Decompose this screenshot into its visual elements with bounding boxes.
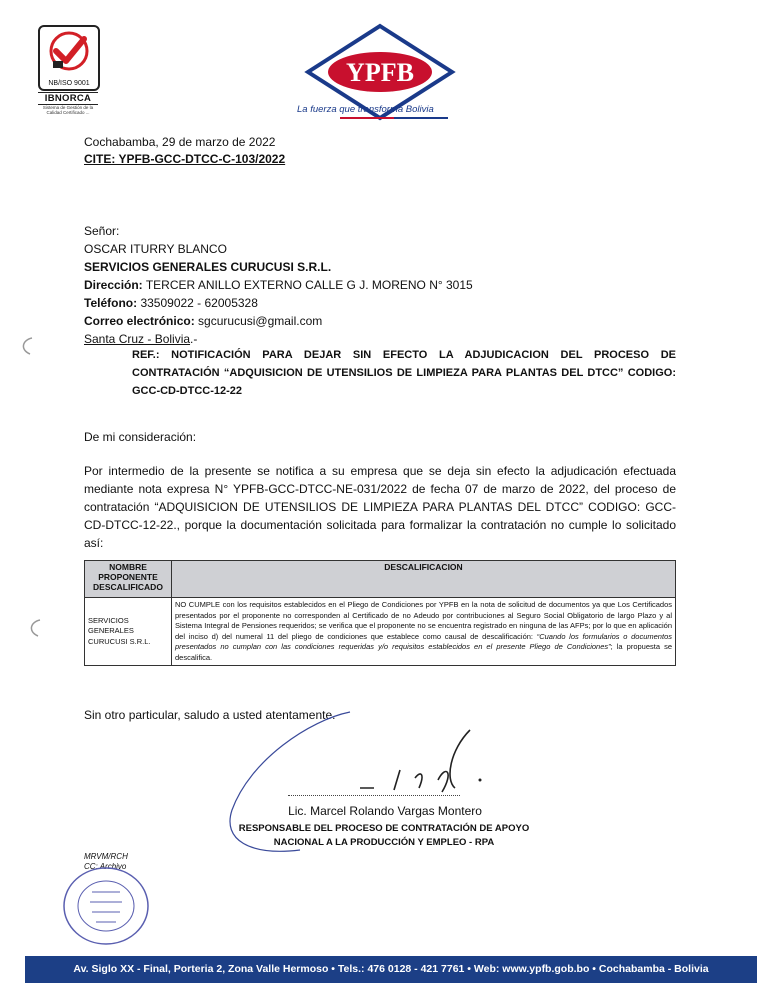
signatory-name: Lic. Marcel Rolando Vargas Montero bbox=[288, 804, 482, 818]
initials-line: MRVM/RCH bbox=[84, 852, 128, 861]
certification-logo bbox=[38, 25, 98, 115]
table-header-row bbox=[85, 561, 676, 598]
certification-code: NB/ISO 9001 bbox=[48, 80, 90, 87]
table-row bbox=[85, 598, 676, 666]
ypfb-tagline: La fuerza que transforma Bolivia bbox=[297, 104, 434, 115]
margin-mark-icon bbox=[26, 618, 42, 638]
certification-subtitle: Sistema de Gestión de la Calidad Certificado ... bbox=[42, 105, 94, 115]
footer-bar: Av. Siglo XX - Final, Porteria 2, Zona Valle Hermoso • Tels.: 476 0128 - 421 7761 • Web: www.ypfb.gob.bo • Cochabamba - Bolivia bbox=[25, 956, 757, 983]
address-label: Dirección: bbox=[84, 278, 143, 292]
city-name: Santa Cruz - Bolivia bbox=[84, 332, 191, 346]
header-bidder: NOMBRE PROPONENTE DESCALIFICADO bbox=[85, 561, 172, 598]
salutation-to: Señor: bbox=[84, 224, 120, 238]
reason-quote: “Cuando los formularios o documentos presentados no cumplan con las condiciones requeridas y/o requisitos establecidos en el presente Pliego de Condiciones” bbox=[175, 631, 672, 651]
official-stamp-icon bbox=[58, 862, 154, 950]
margin-mark-icon bbox=[18, 336, 34, 356]
signature-line bbox=[288, 795, 460, 796]
initials-line: CC: Archivo bbox=[84, 862, 127, 871]
closing: Sin otro particular, saludo a usted atentamente. bbox=[84, 708, 336, 722]
ypfb-logo-text: YPFB bbox=[346, 58, 414, 87]
phone-value: 33509022 - 62005328 bbox=[140, 296, 258, 310]
greeting: De mi consideración: bbox=[84, 430, 197, 444]
tagline-underline bbox=[340, 117, 448, 119]
address-value: TERCER ANILLO EXTERNO CALLE G J. MORENO N° 3015 bbox=[145, 278, 473, 292]
recipient-email bbox=[84, 312, 322, 330]
header-disqualification: DESCALIFICACION bbox=[172, 561, 676, 598]
recipient-phone bbox=[84, 294, 258, 312]
bidder-cell: SERVICIOS GENERALES CURUCUSI S.R.L. bbox=[85, 598, 172, 666]
email-value: sgcurucusi@gmail.com bbox=[198, 314, 323, 328]
body-paragraph: Por intermedio de la presente se notifica a su empresa que se deja sin efecto la adjudicación efectuada mediante nota expresa N° YPFB-GCC-DTCC-NE-031/2022 de fecha 07 de marzo de 2022, del proceso de contratación “ADQUISICION DE UTENSILIOS DE LIMPIEZA PARA PLANTAS DEL DTCC” CODIGO: GCC-CD-DTCC-12-22., porque la documentación solicitada para formalizar la contratación no cumple lo solicitado así: bbox=[84, 464, 676, 550]
phone-label: Teléfono: bbox=[84, 296, 138, 310]
reason-suffix: ; la propuesta se descalifica. bbox=[175, 642, 672, 662]
place-date: Cochabamba, 29 de marzo de 2022 bbox=[84, 135, 276, 149]
cite-number: CITE: YPFB-GCC-DTCC-C-103/2022 bbox=[84, 152, 286, 166]
email-label: Correo electrónico: bbox=[84, 314, 195, 328]
recipient-address bbox=[84, 276, 473, 294]
certification-check-icon bbox=[38, 25, 100, 91]
reason-cell bbox=[172, 598, 676, 666]
recipient-name: OSCAR ITURRY BLANCO bbox=[84, 242, 227, 256]
certification-name: IBNORCA bbox=[38, 92, 98, 105]
reason-prefix: NO CUMPLE con los requisitos establecidos en el Pliego de Condiciones por YPFB en la nota de solicitud de documentos ya que Los Certificados presentados por el proponente no corresponden al Certificado de no Adeudo por contribuciones al Seguro Social Obligatorio de largo Plazo y al Sistema Integral de Pensiones requeridos; se verifica que el proponente no se encuentra registrado en ninguna de las AFPs; por lo que en aplicación del inciso d) del numeral 11 del pliego de condiciones que establece como causal de descalificación: bbox=[175, 600, 672, 641]
signatory-role: RESPONSABLE DEL PROCESO DE CONTRATACIÓN DE APOYO NACIONAL A LA PRODUCCIÓN Y EMPLEO - RPA bbox=[238, 823, 530, 848]
city-suffix: .- bbox=[190, 332, 198, 346]
disqualification-table bbox=[84, 560, 676, 666]
recipient-company: SERVICIOS GENERALES CURUCUSI S.R.L. bbox=[84, 260, 332, 274]
reference: REF.: NOTIFICACIÓN PARA DEJAR SIN EFECTO LA ADJUDICACION DEL PROCESO DE CONTRATACIÓN “ADQUISICION DE UTENSILIOS DE LIMPIEZA PARA PLANTAS DEL DTCC” CODIGO: GCC-CD-DTCC-12-22 bbox=[132, 349, 676, 397]
